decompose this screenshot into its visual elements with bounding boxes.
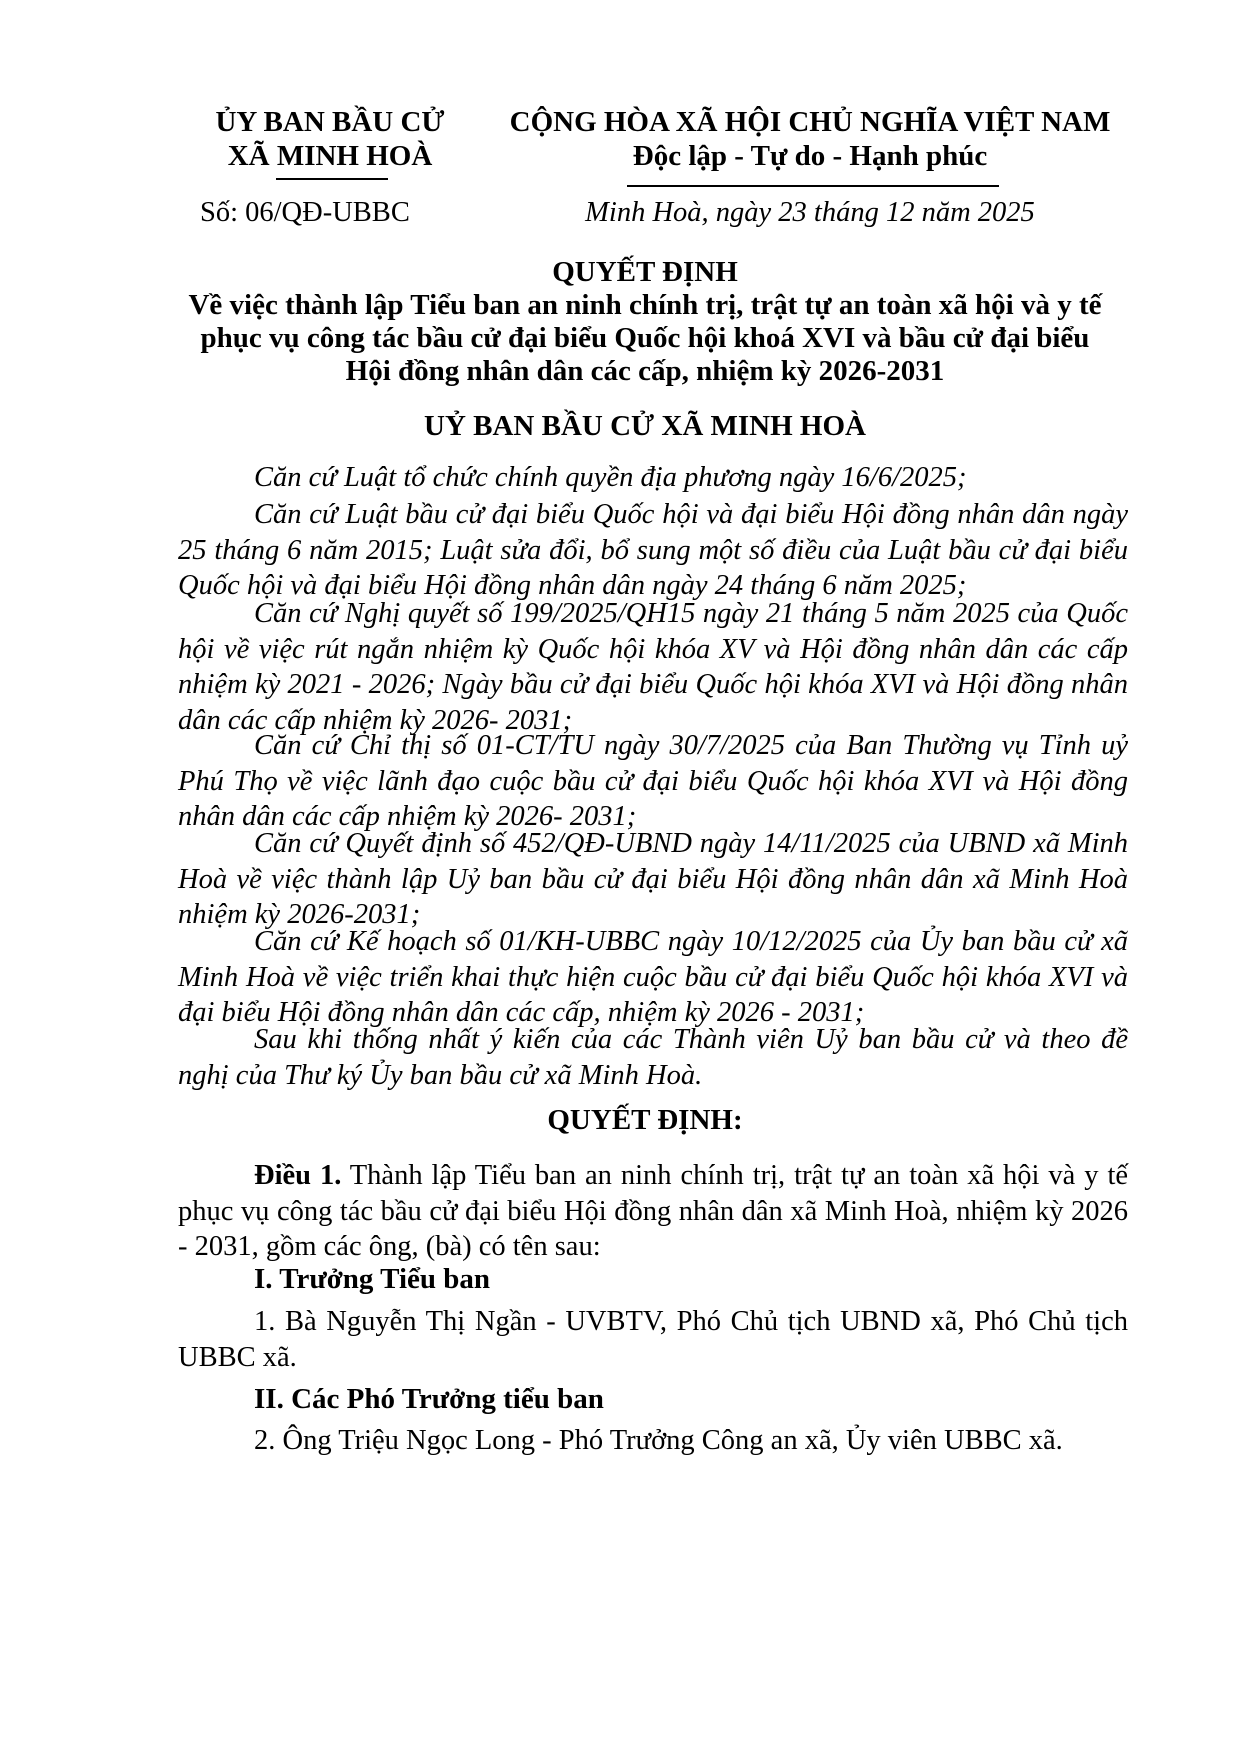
subject-line-3: Hội đồng nhân dân các cấp, nhiệm kỳ 2026-2031	[345, 355, 945, 387]
article-1-text: Thành lập Tiểu ban an ninh chính trị, trật tự an toàn xã hội và y tế phục vụ công tác bầu cử đại biểu Hội đồng nhân dân xã Minh Hoà, nhiệm kỳ 2026 - 2031, gồm các ông, (bà) có tên sau:	[178, 1160, 1129, 1263]
legal-basis-3: Căn cứ Nghị quyết số 199/2025/QH15 ngày 21 tháng 5 năm 2025 của Quốc hội về việc rút ngắn nhiệm kỳ Quốc hội khóa XV và Hội đồng nhân dân các cấp nhiệm kỳ 2021 - 2026; Ngày bầu cử đại biểu Quốc hội khóa XVI và Hội đồng nhân dân các cấp nhiệm kỳ 2026- 2031;	[178, 598, 1128, 737]
document-number: Số: 06/QĐ-UBBC	[200, 197, 410, 228]
legal-basis-7: Sau khi thống nhất ý kiến của các Thành viên Uỷ ban bầu cử và theo đề nghị của Thư ký Ủy ban bầu cử xã Minh Hoà.	[178, 1024, 1128, 1091]
org-name-line2: XÃ MINH HOÀ	[227, 140, 433, 172]
subject-line-2: phục vụ công tác bầu cử đại biểu Quốc hội khoá XVI và bầu cử đại biểu	[200, 322, 1090, 354]
place-date: Minh Hoà, ngày 23 tháng 12 năm 2025	[585, 197, 1035, 228]
org-underline	[276, 178, 388, 180]
decision-heading: QUYẾT ĐỊNH:	[547, 1104, 743, 1136]
org-name-line1: ỦY BAN BẦU CỬ	[215, 106, 445, 138]
country-name: CỘNG HÒA XÃ HỘI CHỦ NGHĨA VIỆT NAM	[509, 106, 1111, 138]
section-1-member: 1. Bà Nguyễn Thị Ngần - UVBTV, Phó Chủ tịch UBND xã, Phó Chủ tịch UBBC xã.	[178, 1306, 1128, 1373]
section-2-member: 2. Ông Triệu Ngọc Long - Phó Trưởng Công an xã, Ủy viên UBBC xã.	[254, 1425, 1063, 1456]
article-1	[178, 1158, 1128, 1265]
section-2-heading: II. Các Phó Trưởng tiểu ban	[254, 1383, 604, 1415]
legal-basis-4: Căn cứ Chỉ thị số 01-CT/TU ngày 30/7/2025 của Ban Thường vụ Tỉnh uỷ Phú Thọ về việc lãnh đạo cuộc bầu cử đại biểu Quốc hội khóa XVI và Hội đồng nhân dân các cấp nhiệm kỳ 2026- 2031;	[178, 730, 1128, 833]
legal-basis-2: Căn cứ Luật bầu cử đại biểu Quốc hội và đại biểu Hội đồng nhân dân ngày 25 tháng 6 năm 2015; Luật sửa đổi, bổ sung một số điều của Luật bầu cử đại biểu Quốc hội và đại biểu Hội đồng nhân dân ngày 24 tháng 6 năm 2025;	[178, 499, 1128, 602]
article-1-label: Điều 1.	[254, 1160, 342, 1191]
section-1-heading: I. Trưởng Tiểu ban	[254, 1263, 491, 1295]
document-title: QUYẾT ĐỊNH	[552, 256, 738, 288]
country-motto: Độc lập - Tự do - Hạnh phúc	[632, 140, 988, 172]
legal-basis-5: Căn cứ Quyết định số 452/QĐ-UBND ngày 14/11/2025 của UBND xã Minh Hoà về việc thành lập Uỷ ban bầu cử đại biểu Hội đồng nhân dân xã Minh Hoà nhiệm kỳ 2026-2031;	[178, 828, 1128, 931]
legal-basis-1: Căn cứ Luật tổ chức chính quyền địa phương ngày 16/6/2025;	[254, 462, 967, 493]
legal-basis-6: Căn cứ Kế hoạch số 01/KH-UBBC ngày 10/12/2025 của Ủy ban bầu cử xã Minh Hoà về việc triển khai thực hiện cuộc bầu cử đại biểu Quốc hội khóa XVI và đại biểu Hội đồng nhân dân các cấp, nhiệm kỳ 2026 - 2031;	[178, 926, 1128, 1029]
motto-underline	[627, 185, 999, 187]
issuing-authority: UỶ BAN BẦU CỬ XÃ MINH HOÀ	[424, 410, 866, 442]
subject-line-1: Về việc thành lập Tiểu ban an ninh chính trị, trật tự an toàn xã hội và y tế	[188, 289, 1102, 321]
